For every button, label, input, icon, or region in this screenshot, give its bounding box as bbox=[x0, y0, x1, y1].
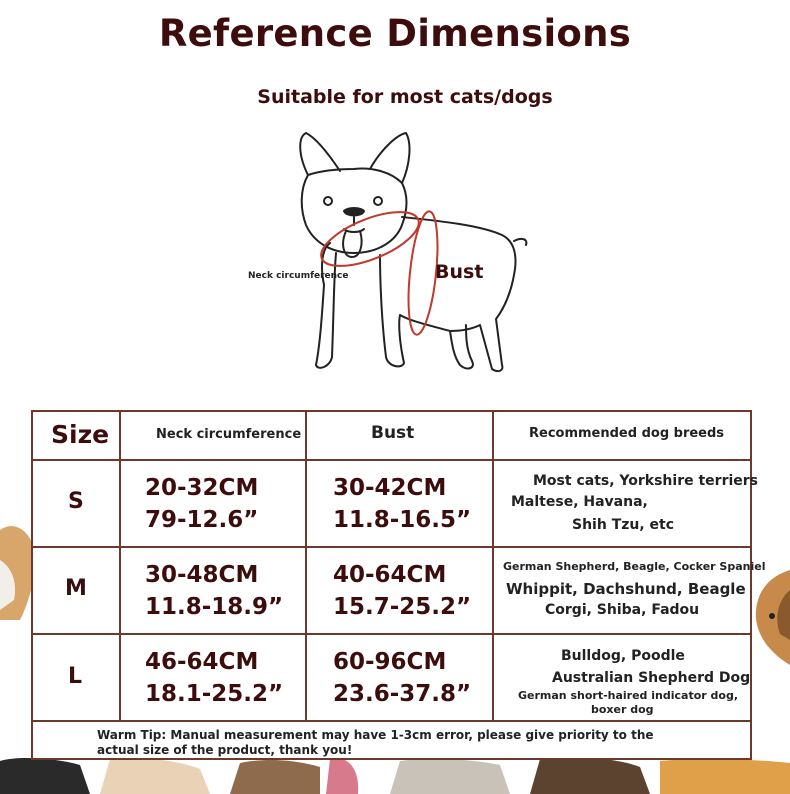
dog-left-ear bbox=[300, 133, 340, 175]
row-l-neck: 46-64CM 18.1-25.2” bbox=[145, 649, 284, 707]
row-m-breed-line-2: Whippit, Dachshund, Beagle bbox=[506, 580, 746, 598]
background-pets-photo bbox=[0, 755, 790, 794]
row-s-breed-line-2: Maltese, Havana, bbox=[511, 494, 648, 510]
row-s-bust: 30-42CM 11.8-16.5” bbox=[333, 475, 472, 533]
header-recommended-breeds: Recommended dog breeds bbox=[529, 426, 725, 441]
header-size: Size bbox=[51, 420, 110, 449]
row-m-breed-line-3: Corgi, Shiba, Fadou bbox=[545, 602, 700, 618]
row-m-neck: 30-48CM 11.8-18.9” bbox=[145, 562, 284, 620]
row-l-bust: 60-96CM 23.6-37.8” bbox=[333, 649, 472, 707]
row-s-breed-line-3: Shih Tzu, etc bbox=[572, 517, 675, 533]
row-l-breed-line-2: Australian Shepherd Dog bbox=[552, 670, 751, 686]
row-l-breed-line-3: German short-haired indicator dog, bbox=[518, 689, 738, 702]
size-m: M bbox=[65, 576, 87, 601]
row-m-breed-line-1: German Shepherd, Beagle, Cocker Spaniel bbox=[503, 560, 766, 573]
header-bust: Bust bbox=[371, 423, 415, 443]
row-l-breed-line-4: boxer dog bbox=[591, 703, 654, 716]
header-neck-circumference: Neck circumference bbox=[156, 427, 302, 442]
size-s: S bbox=[68, 489, 84, 514]
warm-tip: Warm Tip: Manual measurement may have 1-3cm error, please give priority to the actual size of the product, thank you! bbox=[97, 728, 654, 757]
page-subtitle: Suitable for most cats/dogs bbox=[257, 86, 553, 108]
dog-body bbox=[402, 217, 516, 371]
dog-diagram bbox=[240, 125, 570, 395]
row-s-neck: 20-32CM 79-12.6” bbox=[145, 475, 259, 533]
row-s-breed-line-1: Most cats, Yorkshire terriers bbox=[533, 473, 758, 489]
page-title: Reference Dimensions bbox=[158, 12, 632, 55]
size-l: L bbox=[68, 664, 83, 689]
row-m-bust: 40-64CM 15.7-25.2” bbox=[333, 562, 472, 620]
neck-measure-loop bbox=[314, 201, 425, 277]
size-table bbox=[31, 410, 766, 760]
bust-label: Bust bbox=[435, 261, 484, 283]
row-l-breed-line-1: Bulldog, Poodle bbox=[561, 648, 685, 664]
neck-circumference-label: Neck circumference bbox=[248, 271, 349, 281]
